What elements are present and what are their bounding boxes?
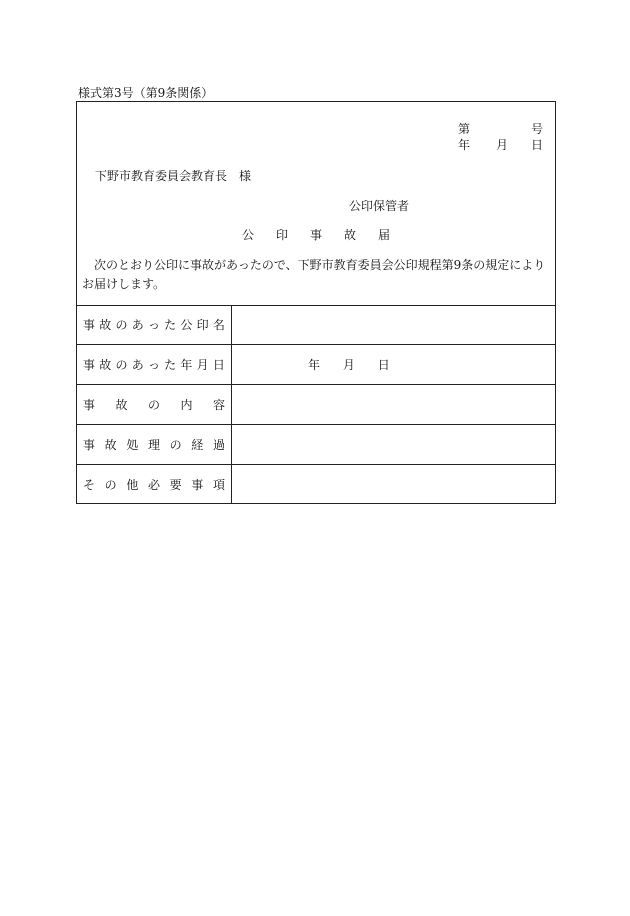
other-notes-field[interactable] [232,465,556,505]
incident-day-mark: 日 [377,358,390,372]
form-header [77,102,555,306]
table-row [77,385,555,425]
incident-year-mark: 年 [308,358,321,372]
date-day-mark: 日 [531,138,544,152]
date-month-mark: 月 [496,138,509,152]
incident-date-field[interactable] [232,345,556,385]
report-form [76,101,556,504]
row-label: 事 故 の あ っ た 年 月 日 [77,345,232,385]
incident-details-field[interactable] [232,385,556,425]
seal-name-field[interactable] [232,305,556,345]
addressee: 下野市教育委員会教育長 様 [95,169,252,183]
row-label: 事 故 処 理 の 経 過 [77,425,232,465]
reporter-title: 公印保管者 [349,199,410,213]
date-year-mark: 年 [458,138,471,152]
document-title [77,226,555,243]
title-char: 公 [241,228,254,242]
table-row [77,425,555,465]
title-char: 届 [378,228,391,242]
number-go: 号 [531,122,544,136]
row-label: 事 故 の 内 容 [77,385,232,425]
title-char: 故 [344,228,357,242]
row-label: そ の 他 必 要 事 項 [77,465,232,505]
number-dai: 第 [458,122,471,136]
title-char: 印 [275,228,288,242]
body-paragraph: 次のとおり公印に事故があったので、下野市教育委員会公印規程第9条の規定によりお届けします。 [82,258,546,291]
title-char: 事 [309,228,322,242]
details-table [77,305,555,504]
handling-progress-field[interactable] [232,425,556,465]
table-row [77,345,555,385]
row-label: 事 故 の あ っ た 公 印 名 [77,305,232,345]
incident-month-mark: 月 [342,358,355,372]
form-number-label: 様式第3号（第9条関係） [78,86,214,100]
table-row [77,465,555,505]
table-row [77,305,555,345]
